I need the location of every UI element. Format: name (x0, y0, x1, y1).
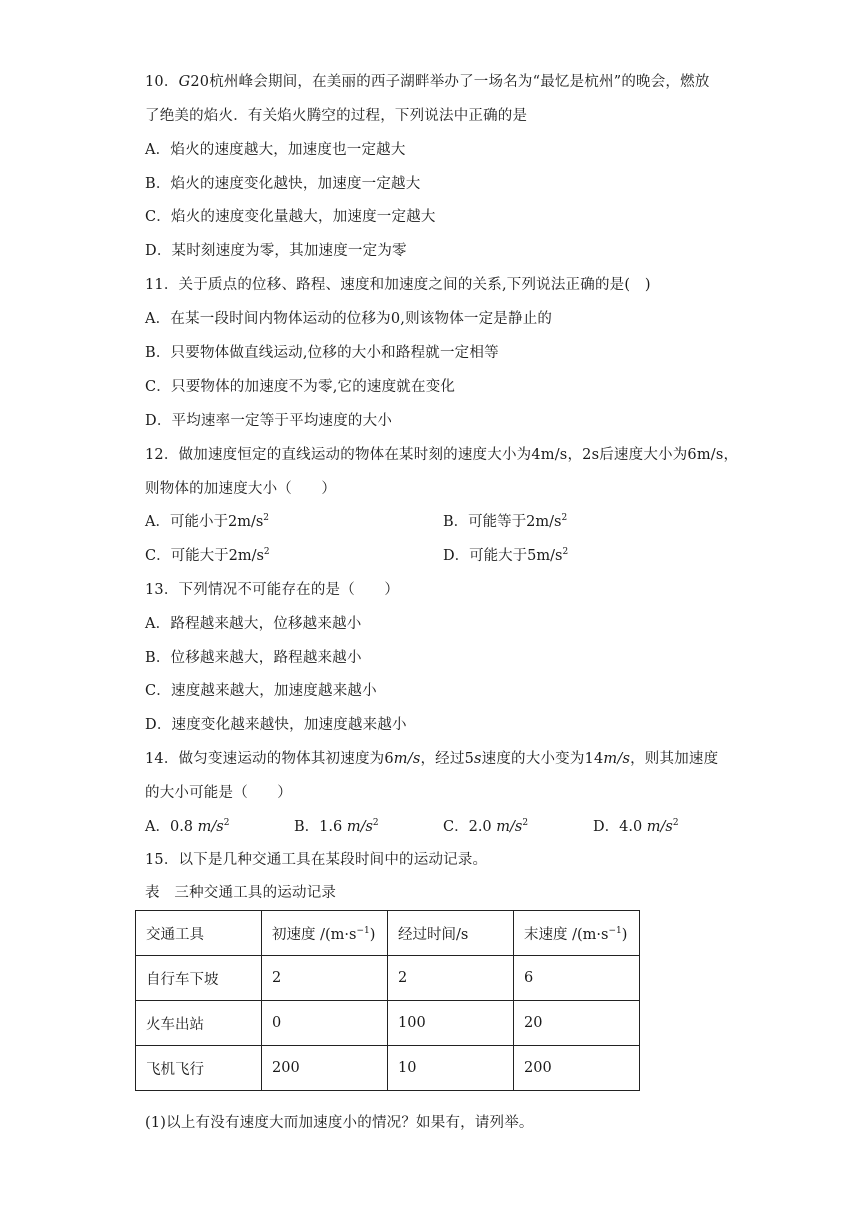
q10-stem-line1: 10．G20杭州峰会期间，在美丽的西子湖畔举办了一场名为“最忆是杭州”的晚会，燃放 (145, 74, 710, 90)
table-row (136, 1046, 640, 1091)
header-vehicle: 交通工具 (136, 911, 262, 956)
q10-option-d: D．某时刻速度为零，其加速度一定为零 (145, 243, 407, 259)
table-cell: 100 (388, 1001, 514, 1046)
table-cell: 6 (514, 956, 640, 1001)
header-final-velocity: 末速度 $/(m\cdot s^{-1})$ (514, 911, 640, 956)
q12-option-b: B．可能等于$2m/s^2$ (443, 513, 568, 530)
q14-stem-line2: 的大小可能是（ ） (145, 785, 292, 801)
table-cell: 20 (514, 1001, 640, 1046)
q11-option-a: A．在某一段时间内物体运动的位移为0,则该物体一定是静止的 (145, 311, 553, 327)
header-elapsed-time: 经过时间/s (388, 911, 514, 956)
table-cell: 火车出站 (136, 1001, 262, 1046)
q14-stem-line1: 14．做匀变速运动的物体其初速度为6m/s，经过5s速度的大小变为14m/s，则其加速度 (145, 751, 719, 767)
q13-stem: 13．下列情况不可能存在的是（ ） (145, 582, 400, 598)
table-cell: 0 (262, 1001, 388, 1046)
q10-option-b: B．焰火的速度变化越快，加速度一定越大 (145, 176, 421, 192)
q15-stem: 15．以下是几种交通工具在某段时间中的运动记录。 (145, 852, 488, 868)
table-cell: 2 (262, 956, 388, 1001)
q13-option-d: D．速度变化越来越快，加速度越来越小 (145, 717, 407, 733)
table-caption: 表 三种交通工具的运动记录 (145, 885, 337, 901)
table-row (136, 1001, 640, 1046)
q14-option-d: D．4.0 $m/s^2$ (593, 818, 679, 835)
q11-option-d: D．平均速率一定等于平均速度的大小 (145, 413, 393, 429)
table-header-row (136, 911, 640, 956)
q14-option-b: B．1.6 $m/s^2$ (294, 818, 379, 835)
q13-option-c: C．速度越来越大，加速度越来越小 (145, 683, 377, 699)
q13-option-b: B．位移越来越大，路程越来越小 (145, 650, 362, 666)
q12-option-c: C．可能大于$2m/s^2$ (145, 547, 270, 564)
q12-stem-line2: 则物体的加速度大小（ ） (145, 481, 337, 497)
table-row (136, 956, 640, 1001)
q10-stem-line2: 了绝美的焰火．有关焰火腾空的过程，下列说法中正确的是 (145, 108, 528, 124)
table-cell: 2 (388, 956, 514, 1001)
q14-option-a: A．0.8 $m/s^2$ (145, 818, 230, 835)
table-cell: 10 (388, 1046, 514, 1091)
q11-option-c: C．只要物体的加速度不为零,它的速度就在变化 (145, 379, 456, 395)
q15-subquestion-1: (1)以上有没有速度大而加速度小的情况？如果有，请列举。 (145, 1115, 534, 1131)
table-cell: 200 (514, 1046, 640, 1091)
table-cell: 200 (262, 1046, 388, 1091)
q12-stem-line1: 12．做加速度恒定的直线运动的物体在某时刻的速度大小为4m/s，2s后速度大小为6m/s， (145, 447, 739, 463)
q10-option-c: C．焰火的速度变化量越大，加速度一定越大 (145, 209, 436, 225)
q12-option-a: A．可能小于$2m/s^2$ (145, 513, 270, 530)
q13-option-a: A．路程越来越大，位移越来越小 (145, 616, 362, 632)
header-initial-velocity: 初速度 $/(m\cdot s^{-1})$ (262, 911, 388, 956)
q11-stem: 11．关于质点的位移、路程、速度和加速度之间的关系,下列说法正确的是( ) (145, 277, 651, 293)
table-cell: 飞机飞行 (136, 1046, 262, 1091)
q10-option-a: A．焰火的速度越大，加速度也一定越大 (145, 142, 406, 158)
q12-option-d: D．可能大于$5m/s^2$ (443, 547, 569, 564)
table-cell: 自行车下坡 (136, 956, 262, 1001)
q14-option-c: C．2.0 $m/s^2$ (443, 818, 529, 835)
q11-option-b: B．只要物体做直线运动,位移的大小和路程就一定相等 (145, 345, 499, 361)
motion-record-table (135, 910, 640, 1091)
